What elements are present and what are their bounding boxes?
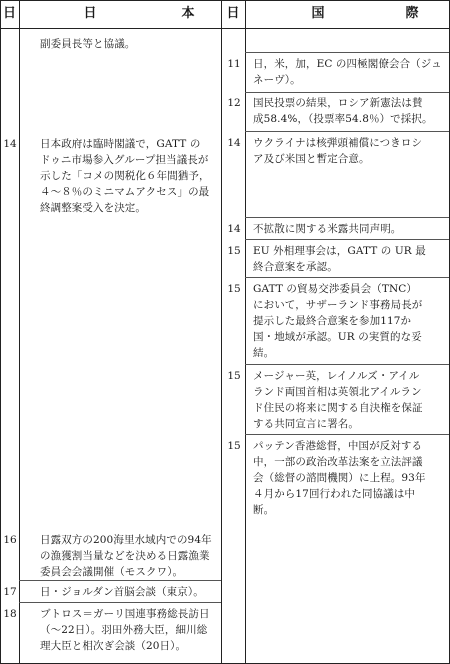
header-bottom-border [0,28,450,29]
intl-entry: パッテン香港総督，中国が反対する 中，一部の政治改革法案を立法評議 会（総督の諮問機関）に上程。93年 ４月から17回行われた同協議は中 断。 [253,440,426,516]
header-day-right: 日 [226,6,240,21]
entry-divider [245,434,449,435]
intl-entry-day: 15 [227,283,241,295]
intl-entry-day: 11 [227,58,241,70]
intl-entry: ウクライナは核弾頭補償につきロシ ア及び米国と暫定合意。 [253,137,423,165]
entry-divider [245,277,449,278]
japan-entry-day: 17 [3,586,17,598]
header-japan-2: 本 [181,6,195,21]
japan-entry-day: 16 [3,534,17,546]
intl-entry-day: 15 [227,245,241,257]
intl-entry: EU 外相理事会は，GATT の UR 最 終合意案を承認。 [253,245,426,273]
japan-entry: 日・ジョルダン首脳会談（東京）。 [40,586,204,598]
intl-entry-day: 12 [227,97,241,109]
japan-entry-day: 14 [3,138,17,150]
japan-entry: 副委員長等と協議。 [40,38,136,50]
entry-divider [245,364,449,365]
intl-entry: 日，米，加，EC の四極閣僚会合（ジュ ネーヴ）。 [253,58,442,86]
intl-entry-day: 15 [227,440,241,452]
entry-divider [245,217,449,218]
intl-entry: メージャー英，レイノルズ・アイル ランド両国首相は英領北アイルラン ド住民の将来に関する自決権を保証 する共同宣言に署名。 [253,370,423,430]
entry-divider [19,602,221,603]
column-line [221,0,222,664]
japan-entry: ブトロス＝ガーリ国連事務総長訪日 （～22日）。羽田外務大臣，細川総 理大臣と相次ぎ会談（20日）。 [40,608,210,652]
japan-entry: 日本政府は臨時閣議で，GATT の ドゥニ市場参入グループ担当議長が 示した「コメの関税化６年間猶予， ４～８％のミニマムアクセス」の最 終調整案受入を決定。 [40,138,210,214]
intl-entry: 不拡散に関する米露共同声明。 [253,223,402,235]
header-day-left: 日 [2,6,16,21]
entry-divider [245,131,449,132]
header-intl-2: 際 [405,6,419,21]
entry-divider [245,52,449,53]
entry-divider [19,580,221,581]
column-line [245,0,246,664]
intl-entry: GATT の貿易交渉委員会（TNC） において，サザーランド事務局長が 提示した最終合意案を参加117か 国・地域が承認。UR の実質的な妥 結。 [253,283,423,359]
intl-entry-day: 14 [227,223,241,235]
intl-entry: 国民投票の結果，ロシア新憲法は賛 成58.4%，（投票率54.8％）で採択。 [253,97,433,125]
japan-entry: 日露双方の200海里水域内での94年 の漁獲割当量などを決める日露漁業 委員会会議開催（モスクワ）。 [40,534,212,578]
entry-divider [245,92,449,93]
header-japan-1: 日 [83,6,97,21]
column-line [0,0,1,664]
intl-entry-day: 14 [227,137,241,149]
column-line [19,0,20,664]
japan-entry-day: 18 [3,608,17,620]
header-intl-1: 国 [311,6,325,21]
intl-entry-day: 15 [227,370,241,382]
entry-divider [245,239,449,240]
